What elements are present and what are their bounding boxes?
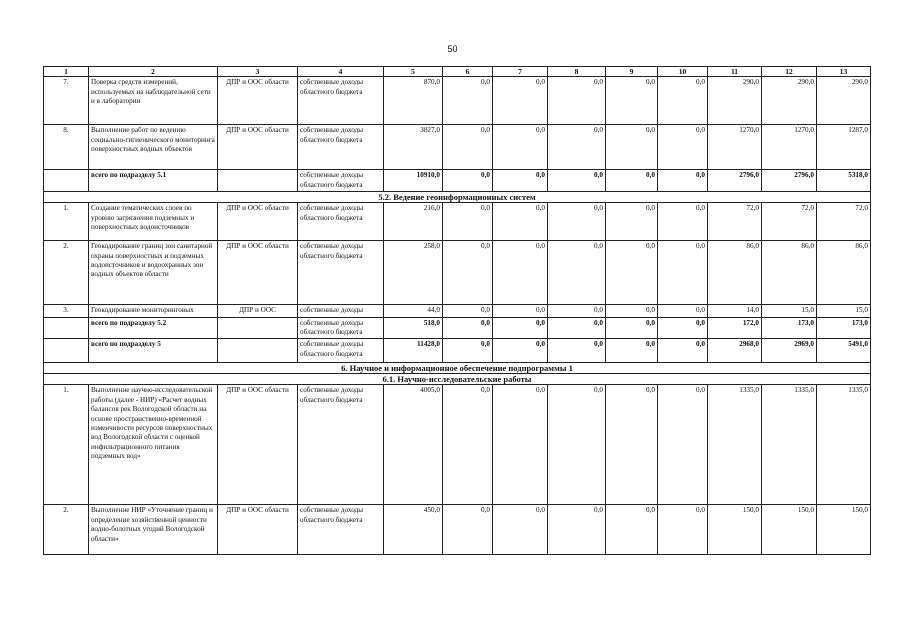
header-cell: 1 (44, 67, 89, 77)
value-cell: 15,0 (817, 305, 871, 317)
value-cell: 150,0 (762, 505, 817, 555)
executor: ДПР и ООС области (218, 77, 298, 125)
total-value: 0,0 (548, 339, 606, 363)
value-cell: 290,0 (817, 77, 871, 125)
total-row (44, 339, 871, 363)
value-cell: 3827,0 (384, 125, 443, 170)
header-cell: 12 (762, 67, 817, 77)
funding-source: собственные доходы областного бюджета (298, 203, 384, 241)
section-title: 5.2. Ведение геоинформационных систем (44, 192, 871, 203)
executor: ДПР и ООС области (218, 385, 298, 505)
total-value: 0,0 (658, 317, 708, 339)
total-value: 5491,0 (817, 339, 871, 363)
total-label: всего по подразделу 5 (89, 339, 218, 363)
table-row (44, 505, 871, 555)
row-number: 8. (44, 125, 89, 170)
value-cell: 0,0 (493, 203, 548, 241)
item-name: Создание тематических слоев по уровню загрязнения подземных и поверхностных водоисточников (89, 203, 218, 241)
row-number: 1. (44, 385, 89, 505)
table-row (44, 385, 871, 505)
executor: ДПР и ООС области (218, 241, 298, 305)
value-cell: 1335,0 (762, 385, 817, 505)
item-name: Геокодирование границ зон санитарной охраны поверхностных и подземных водоисточников и водоохранных зон водных объектов области (89, 241, 218, 305)
value-cell: 86,0 (708, 241, 762, 305)
executor (218, 170, 298, 192)
total-value: 0,0 (443, 317, 493, 339)
value-cell: 0,0 (443, 305, 493, 317)
total-value: 0,0 (493, 317, 548, 339)
funding-source: собственные доходы областного бюджета (298, 241, 384, 305)
value-cell: 0,0 (548, 505, 606, 555)
value-cell: 0,0 (493, 385, 548, 505)
header-cell: 13 (817, 67, 871, 77)
value-cell: 86,0 (817, 241, 871, 305)
value-cell: 0,0 (658, 385, 708, 505)
funding-source: собственные доходы областного бюджета (298, 339, 384, 363)
total-label: всего по подразделу 5.1 (89, 170, 218, 192)
total-value: 0,0 (658, 339, 708, 363)
value-cell: 0,0 (658, 203, 708, 241)
value-cell: 0,0 (606, 385, 658, 505)
table-row (44, 203, 871, 241)
section-row (44, 192, 871, 203)
total-value: 0,0 (443, 170, 493, 192)
table-row (44, 125, 871, 170)
item-name: Выполнение НИР «Уточнение границ и определение хозяйственной ценности водно-болотных угодий Вологодской области» (89, 505, 218, 555)
value-cell: 0,0 (606, 77, 658, 125)
table-row (44, 305, 871, 317)
total-value: 173,0 (817, 317, 871, 339)
total-value: 0,0 (606, 339, 658, 363)
value-cell: 0,0 (443, 385, 493, 505)
value-cell: 150,0 (817, 505, 871, 555)
total-value: 0,0 (606, 317, 658, 339)
value-cell: 72,0 (762, 203, 817, 241)
executor (218, 339, 298, 363)
total-row (44, 170, 871, 192)
value-cell: 14,0 (708, 305, 762, 317)
header-cell: 6 (443, 67, 493, 77)
value-cell: 0,0 (658, 125, 708, 170)
total-value: 0,0 (606, 170, 658, 192)
executor: ДПР и ООС (218, 305, 298, 317)
funding-source: собственные доходы областного бюджета (298, 77, 384, 125)
total-value: 0,0 (548, 170, 606, 192)
value-cell: 290,0 (762, 77, 817, 125)
value-cell: 1270,0 (762, 125, 817, 170)
value-cell: 0,0 (658, 241, 708, 305)
row-number: 3. (44, 305, 89, 317)
executor: ДПР и ООС области (218, 125, 298, 170)
total-value: 0,0 (548, 317, 606, 339)
section-title: 6. Научное и информационное обеспечение подпрограммы 1 (44, 363, 871, 374)
value-cell: 1287,0 (817, 125, 871, 170)
item-name: Выполнение работ по ведению социально-гигиенического мониторинга поверхностных водных объектов (89, 125, 218, 170)
executor: ДПР и ООС области (218, 203, 298, 241)
value-cell: 72,0 (708, 203, 762, 241)
total-value: 2969,0 (762, 339, 817, 363)
page-number: 50 (447, 44, 458, 54)
value-cell: 72,0 (817, 203, 871, 241)
subsection-title: 6.1. Научно-исследовательские работы (44, 374, 871, 385)
total-value: 2968,0 (708, 339, 762, 363)
value-cell: 0,0 (548, 385, 606, 505)
total-value: 5318,0 (817, 170, 871, 192)
value-cell: 258,0 (384, 241, 443, 305)
row-number: 2. (44, 505, 89, 555)
executor (218, 317, 298, 339)
item-name: Геокодирование мониторинговых (89, 305, 218, 317)
funding-source: собственные доходы областного бюджета (298, 505, 384, 555)
total-label: всего по подразделу 5.2 (89, 317, 218, 339)
value-cell: 15,0 (762, 305, 817, 317)
value-cell: 1270,0 (708, 125, 762, 170)
header-cell: 10 (658, 67, 708, 77)
funding-source: собственные доходы областного бюджета (298, 170, 384, 192)
total-row (44, 317, 871, 339)
value-cell: 870,0 (384, 77, 443, 125)
total-value: 11428,0 (384, 339, 443, 363)
header-row (44, 67, 871, 77)
header-cell: 4 (298, 67, 384, 77)
budget-table (43, 66, 871, 555)
total-value: 2796,0 (708, 170, 762, 192)
value-cell: 1335,0 (708, 385, 762, 505)
value-cell: 0,0 (606, 305, 658, 317)
value-cell: 0,0 (548, 77, 606, 125)
item-name: Поверка средств измерений, используемых на наблюдательной сети и в лаборатории (89, 77, 218, 125)
funding-source: собственные доходы областного бюджета (298, 317, 384, 339)
header-cell: 11 (708, 67, 762, 77)
header-cell: 3 (218, 67, 298, 77)
row-number: 1. (44, 203, 89, 241)
value-cell: 0,0 (493, 305, 548, 317)
total-value: 172,0 (708, 317, 762, 339)
total-value: 173,0 (762, 317, 817, 339)
value-cell: 0,0 (548, 203, 606, 241)
item-name: Выполнение научно-исследовательской работы (далее - НИР) «Расчет водных балансов рек Вологодской области на основе пространственно-временной изменчивости ресурсов поверхностных вод Вологодской области с оценкой инфильтрационного питания подземных вод» (89, 385, 218, 505)
total-value: 0,0 (493, 339, 548, 363)
value-cell: 0,0 (443, 125, 493, 170)
row-number (44, 317, 89, 339)
value-cell: 450,0 (384, 505, 443, 555)
section-row (44, 363, 871, 374)
section-row (44, 374, 871, 385)
table-row (44, 241, 871, 305)
value-cell: 1335,0 (817, 385, 871, 505)
funding-source: собственные доходы (298, 305, 384, 317)
row-number: 2. (44, 241, 89, 305)
total-value: 0,0 (443, 339, 493, 363)
funding-source: собственные доходы областного бюджета (298, 125, 384, 170)
value-cell: 0,0 (443, 77, 493, 125)
value-cell: 0,0 (658, 505, 708, 555)
row-number: 7. (44, 77, 89, 125)
value-cell: 0,0 (606, 203, 658, 241)
value-cell: 0,0 (443, 505, 493, 555)
value-cell: 0,0 (493, 77, 548, 125)
value-cell: 0,0 (493, 241, 548, 305)
total-value: 0,0 (493, 170, 548, 192)
total-value: 0,0 (658, 170, 708, 192)
value-cell: 0,0 (606, 241, 658, 305)
value-cell: 0,0 (493, 125, 548, 170)
total-value: 2796,0 (762, 170, 817, 192)
total-value: 10910,0 (384, 170, 443, 192)
value-cell: 290,0 (708, 77, 762, 125)
header-cell: 7 (493, 67, 548, 77)
table-row (44, 77, 871, 125)
header-cell: 5 (384, 67, 443, 77)
value-cell: 86,0 (762, 241, 817, 305)
value-cell: 0,0 (443, 241, 493, 305)
value-cell: 0,0 (548, 305, 606, 317)
value-cell: 4005,0 (384, 385, 443, 505)
executor: ДПР и ООС области (218, 505, 298, 555)
value-cell: 44,0 (384, 305, 443, 317)
value-cell: 0,0 (606, 125, 658, 170)
total-value: 518,0 (384, 317, 443, 339)
value-cell: 0,0 (443, 203, 493, 241)
funding-source: собственные доходы областного бюджета (298, 385, 384, 505)
value-cell: 216,0 (384, 203, 443, 241)
value-cell: 0,0 (548, 125, 606, 170)
row-number (44, 339, 89, 363)
value-cell: 0,0 (658, 77, 708, 125)
row-number (44, 170, 89, 192)
header-cell: 2 (89, 67, 218, 77)
value-cell: 0,0 (658, 305, 708, 317)
value-cell: 150,0 (708, 505, 762, 555)
header-cell: 8 (548, 67, 606, 77)
value-cell: 0,0 (548, 241, 606, 305)
value-cell: 0,0 (606, 505, 658, 555)
header-cell: 9 (606, 67, 658, 77)
value-cell: 0,0 (493, 505, 548, 555)
